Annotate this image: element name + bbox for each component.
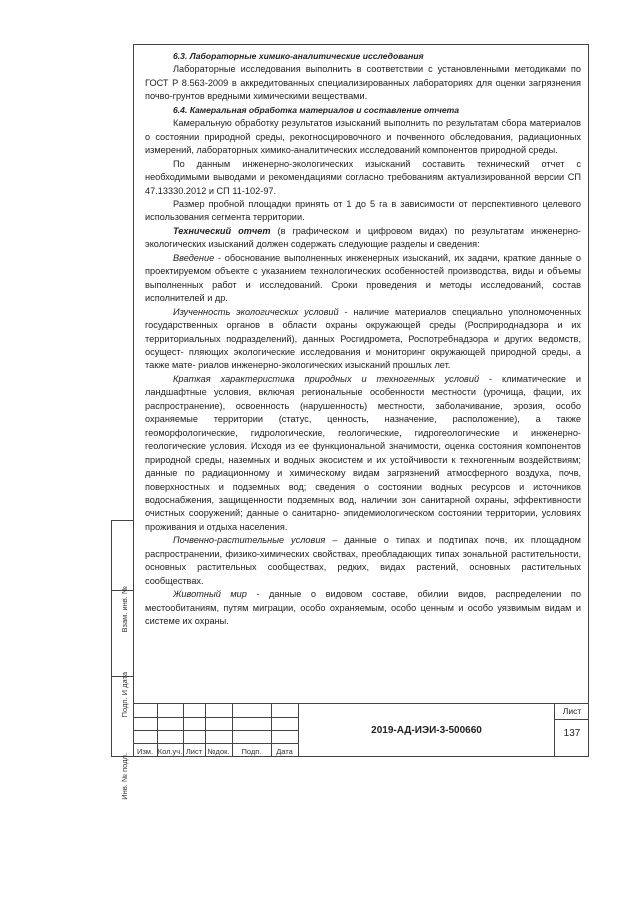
introduction-paragraph	[145, 252, 581, 306]
introduction-text: - обоснование выполненных инженерных изысканий, их задачи, краткие данные о проектируемом объекте с указанием технологических особенностей производства, виды и объемы выполненных работ и исследований. Сроки проведения и методы исследований, состав исполнителей и др.	[145, 252, 581, 304]
inv-cell	[112, 677, 133, 800]
conditions-text: - климатические и ландшафтные условия, включая региональные особенности местности (урочища, фации, их распространение), освоенность (нарушенность) местности, заболачивание, эрозия, особо охраняемые территории (статус, ценность, назначение, расположение), а также геоморфологические, гидрологические, геологические, гидрогеологические и инженерно-геологические условия. Исходя из ее функциональной значимости, оценка состояния компонентов природной среды, наземных и водных экосистем и их устойчивости к техногенным воздействиям; данные по радиационному и химическому видам загрязнений атмосферного воздуха, почв, поверхностных и подземных вод; сведения о состоянии водных ресурсов и источников водоснабжения, защищенности подземных вод, наличии зон санитарной охраны, эффективности очистных сооружений; данные о санитарно- эпидемиологическом состоянии территории, условиях проживания и отдыха населения.	[145, 373, 582, 532]
vzam-cell	[112, 521, 133, 633]
term-conditions: Краткая характеристика природных и техногенных условий	[173, 373, 480, 384]
term-soil-vegetation: Почвенно-растительные условия	[173, 535, 326, 546]
section-64-heading: 6.4. Камеральная обработка материалов и составление отчета	[173, 104, 460, 115]
stamp-col-podp: Подп.	[241, 747, 262, 756]
section-64-paragraph-2: По данным инженерно-экологических изысканий составить технический отчет с необходимыми выводами и рекомендациями согласно требованиям актуализированной версии СП 47.13330.2012 и СП 11-102-97.	[145, 158, 581, 196]
section-64-paragraph-1: Камеральную обработку результатов изысканий выполнить по результатам сбора материалов о состоянии природной среды, рекогносцировочного и почвенного обследования, радиационных измерений, лабораторных химико-аналитических исследований компонентов природной среды.	[145, 118, 581, 156]
technical-report-text: (в графическом и цифровом видах) по результатам инженерно-экологических изысканий должен содержать следующие разделы и сведения:	[145, 225, 581, 250]
fauna-paragraph	[145, 588, 581, 628]
inv-label: Инв. № подл.	[120, 753, 129, 800]
title-block	[133, 703, 589, 757]
stamp-col-izm: Изм.	[136, 747, 154, 756]
report-contents-paragraph	[145, 225, 581, 252]
stamp-col-data: Дата	[276, 747, 293, 756]
stamp-col-list: Лист	[185, 747, 203, 756]
soil-vegetation-text: – данные о типах и подтипах почв, их площадном распространении, физико-химических свойствах, преобладающих типах зональной растительности, основных растительных сообществах, редких, видах растений, основных растительных сообществах.	[145, 535, 581, 586]
term-fauna: Животный мир	[173, 589, 247, 600]
sheet-label: Лист	[555, 704, 589, 720]
term-introduction: Введение	[173, 252, 215, 263]
podp-label: Подп. И дата	[120, 672, 129, 718]
document-body	[145, 50, 581, 628]
document-code: 2019-АД-ИЭИ-3-500660	[298, 704, 555, 757]
ecology-knowledge-text: - наличие материалов специально уполномоченных государственных органов в области охраны окружающей среды (Росприроднадзора и их территориальных подразделений), данных Росгидромета, Роспотребнадзора и других ведомств, осущест- пляющих экологические исследования и мониторинг окружающей природной среды, а также мате- риалов инженерно-экологических изысканий прошлых лет.	[145, 306, 581, 371]
vzam-label: Взам. инв. №	[120, 586, 129, 633]
stamp-col-kolych: Кол.уч.	[157, 747, 183, 756]
section-63-paragraph: Лабораторные исследования выполнить в соответствии с установленными методиками по ГОСТ Р 8.563-2009 в аккредитованных специализированных лабораториях для оценки загрязнения почво-грунтов вредными химическими веществами.	[145, 64, 581, 102]
ecology-knowledge-paragraph	[145, 306, 581, 373]
fauna-text: - данные о видовом составе, обилии видов, распределении по местообитаниям, путям миграции, особо охраняемым, особо ценным и особо уязвимым видам и системе их охраны.	[145, 589, 582, 627]
section-63-heading: 6.3. Лабораторные химико-аналитические исследования	[173, 51, 424, 61]
podp-cell	[112, 591, 133, 718]
sheet-number: 137	[563, 728, 581, 739]
term-technical-report: Технический отчет	[173, 225, 271, 236]
stamp-col-ndok: №док.	[207, 747, 230, 756]
conditions-paragraph	[145, 373, 581, 534]
left-stamp-strip	[111, 520, 133, 800]
section-64-paragraph-3: Размер пробной площадки принять от 1 до 5 га в зависимости от перспективного целевого использования сегмента территории.	[145, 198, 581, 223]
revision-grid	[133, 704, 298, 757]
term-ecology-knowledge: Изученность экологических условий	[173, 306, 339, 317]
soil-vegetation-paragraph	[145, 534, 581, 588]
